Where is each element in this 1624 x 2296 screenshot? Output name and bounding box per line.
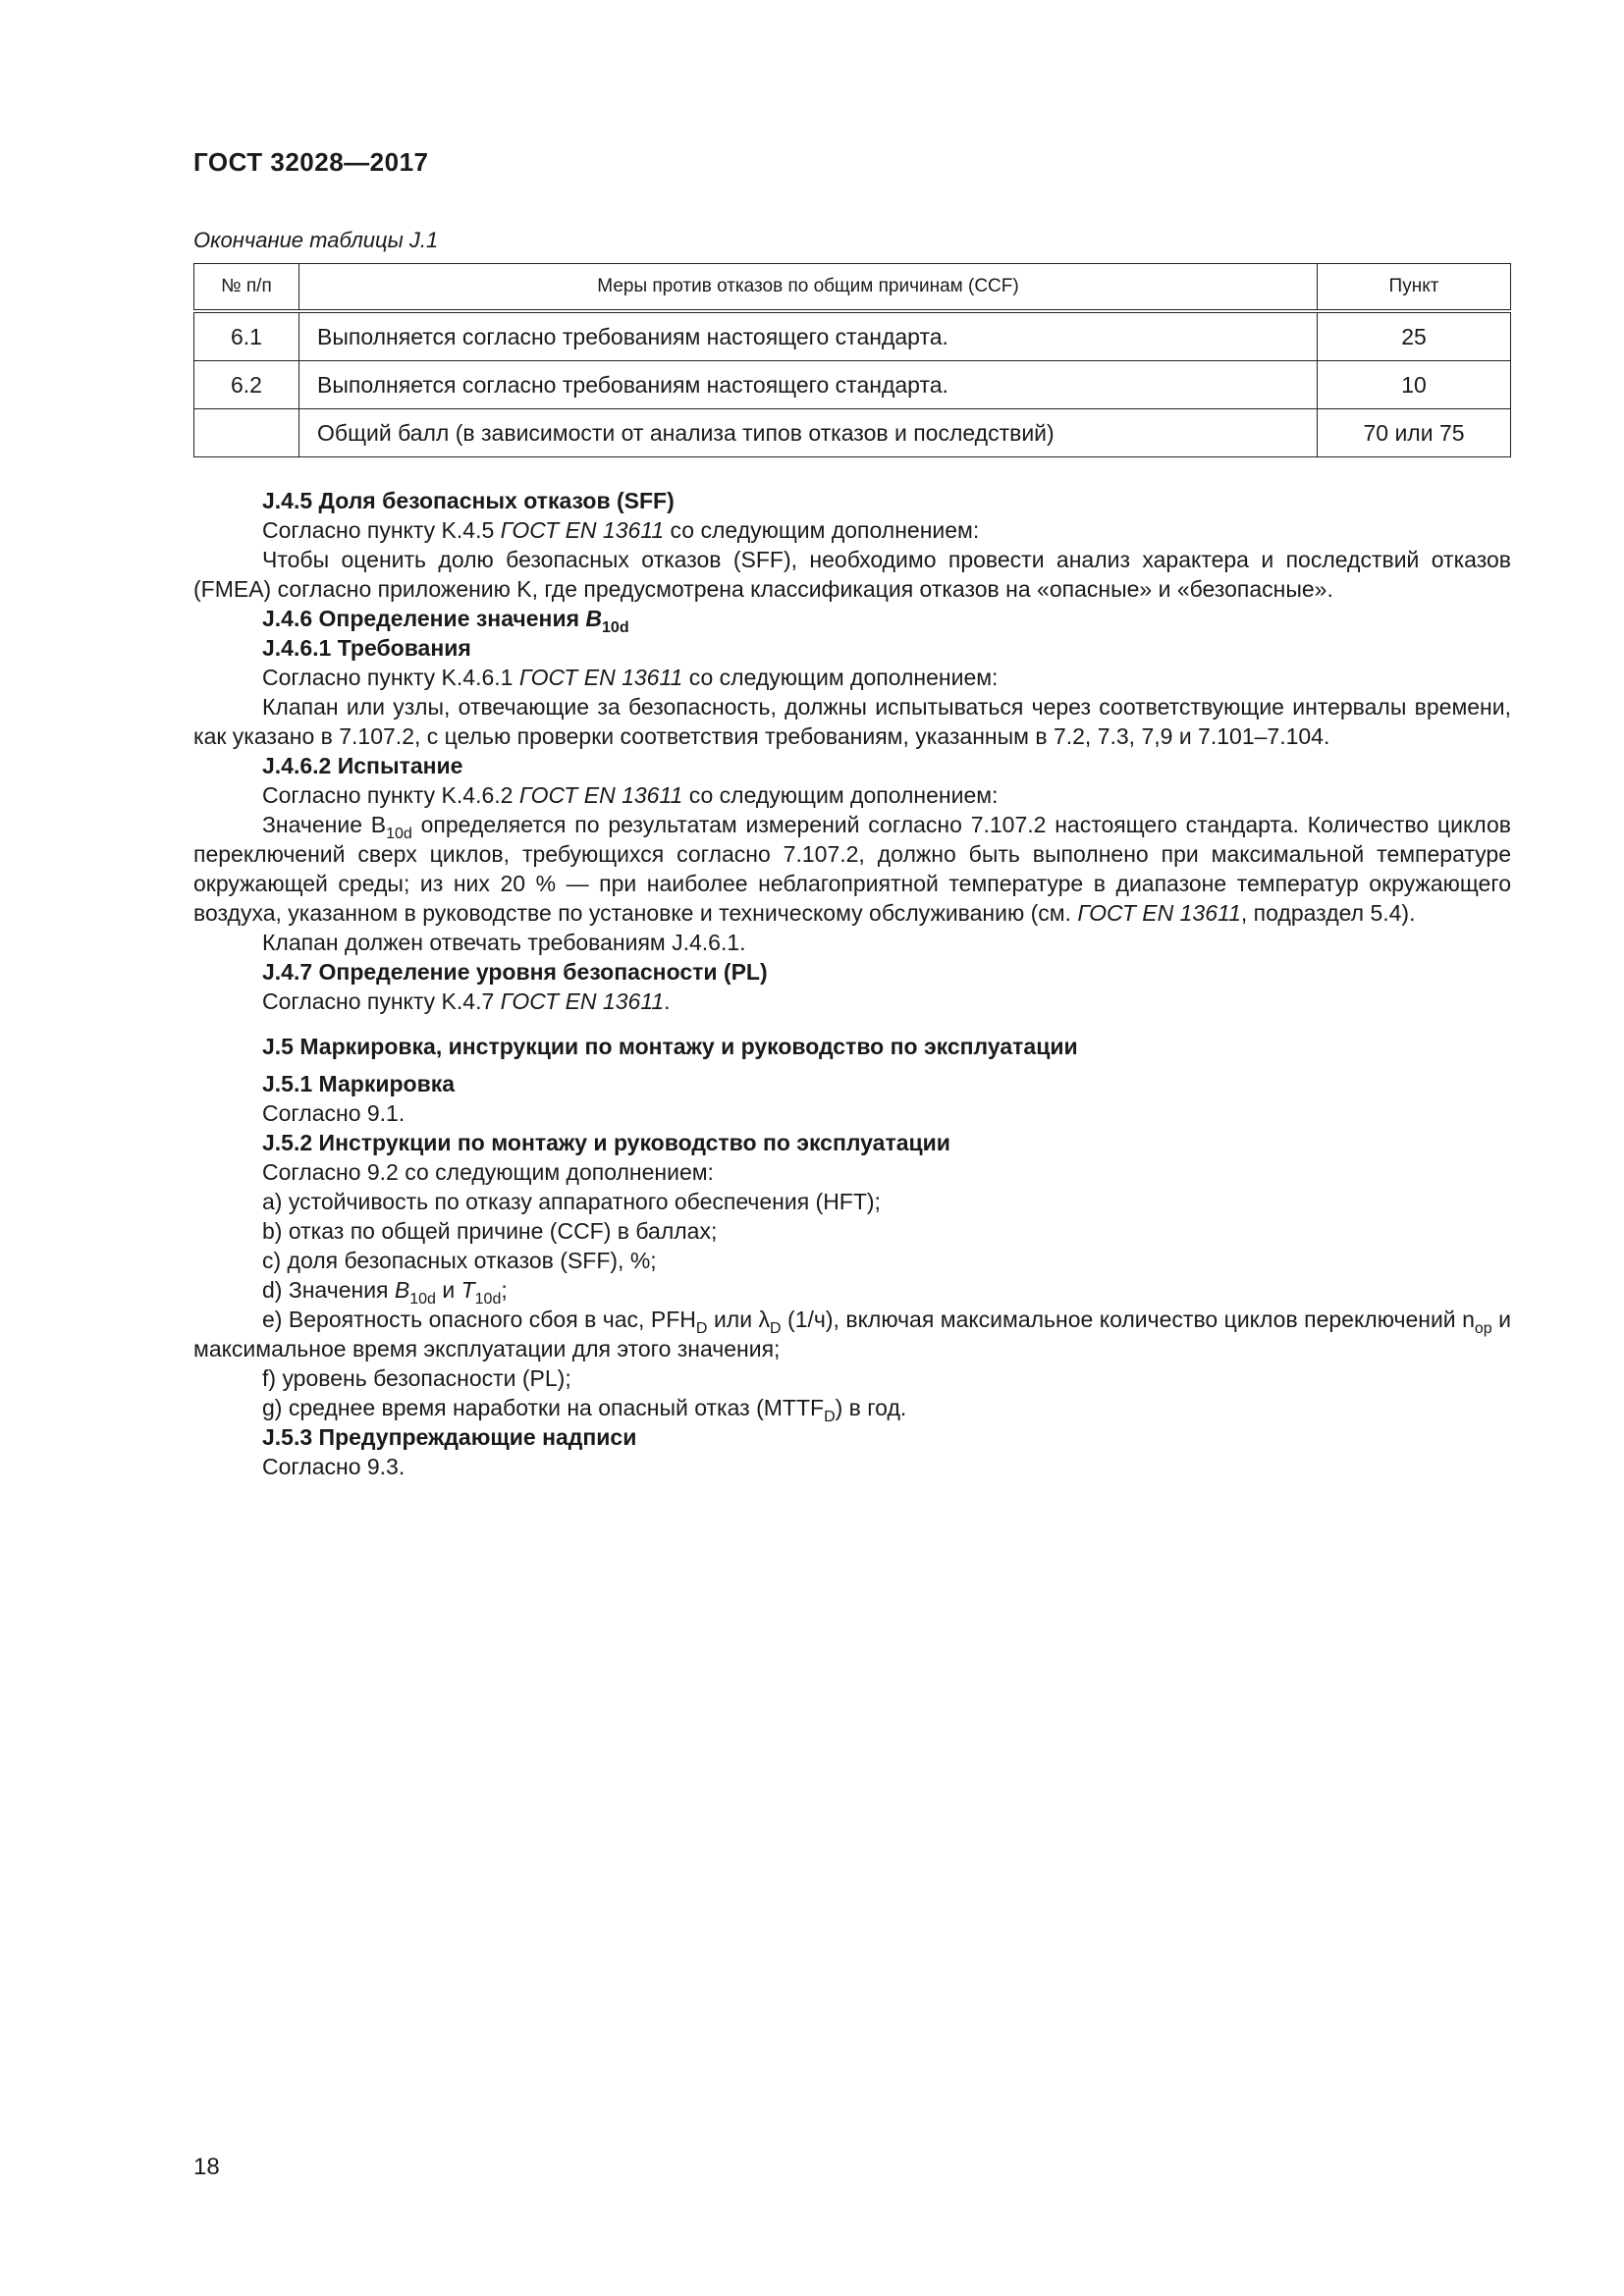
section-heading-j52: J.5.2 Инструкции по монтажу и руководство по эксплуатации (262, 1130, 950, 1155)
column-header-number: № п/п (194, 264, 299, 312)
section-heading-j462: J.4.6.2 Испытание (262, 753, 463, 778)
paragraph: Согласно 9.1. (262, 1100, 406, 1126)
document-body (193, 486, 1511, 1481)
paragraph: Согласно пункту K.4.5 ГОСТ EN 13611 со следующим дополнением: (262, 517, 980, 543)
paragraph: Согласно 9.3. (262, 1454, 406, 1479)
section-heading-j461: J.4.6.1 Требования (262, 635, 471, 661)
paragraph: Согласно пункту K.4.7 ГОСТ EN 13611. (262, 988, 671, 1014)
section-heading-j45: J.4.5 Доля безопасных отказов (SFF) (262, 488, 675, 513)
cell-point: 10 (1318, 361, 1511, 409)
column-header-point: Пункт (1318, 264, 1511, 312)
section-heading-j47: J.4.7 Определение уровня безопасности (PL) (262, 959, 768, 985)
list-item: f) уровень безопасности (PL); (262, 1365, 571, 1391)
paragraph: Согласно пункту K.4.6.2 ГОСТ EN 13611 со следующим дополнением: (262, 782, 999, 808)
paragraph: Согласно 9.2 со следующим дополнением: (262, 1159, 714, 1185)
section-heading-j51: J.5.1 Маркировка (262, 1071, 456, 1096)
cell-measure: Общий балл (в зависимости от анализа типов отказов и последствий) (299, 409, 1318, 457)
table-header-row (194, 264, 1511, 312)
list-item: c) доля безопасных отказов (SFF), %; (262, 1248, 657, 1273)
cell-number: 6.1 (194, 311, 299, 361)
ccf-table (193, 263, 1511, 457)
paragraph: Клапан или узлы, отвечающие за безопасность, должны испытываться через соответствующие интервалы времени, как указано в 7.107.2, с целью проверки соответствия требованиям, указанным в 7.2, 7.3, 7,9 и 7.101–7.104. (193, 694, 1511, 749)
section-heading-j46: J.4.6 Определение значения $B_{10d}$ (262, 606, 629, 636)
page-number: 18 (193, 2154, 220, 2180)
table-row (194, 409, 1511, 457)
paragraph: Значение $B_{10d}$ определяется по результатам измерений согласно 7.107.2 настоящего стандарта. Количество циклов переключений сверх циклов, требующихся согласно 7.107.2, должно быть выполнено при максимальной температуре окружающей среды; из них 20 % — при наиболее неблагоприятной температуре в диапазоне температур окружающего воздуха, указанном в руководстве по установке и техническому обслуживанию (см. ГОСТ EN 13611, подраздел 5.4). (193, 812, 1511, 926)
list-item: d) Значения $B_{10d}$ и $T_{10d}$; (262, 1277, 508, 1308)
list-item: a) устойчивость по отказу аппаратного обеспечения (HFT); (262, 1189, 881, 1214)
list-item: e) Вероятность опасного сбоя в час, $PFH_D$ или $\lambda_D$ (1/ч), включая максимальное количество циклов переключений $n_{op}$ и максимальное время эксплуатации для этого значения; (193, 1307, 1511, 1362)
paragraph: Чтобы оценить долю безопасных отказов (SFF), необходимо провести анализ характера и последствий отказов (FMEA) согласно приложению K, где предусмотрена классификация отказов на «опасные» и «безопасные». (193, 547, 1511, 602)
cell-number: 6.2 (194, 361, 299, 409)
cell-point: 25 (1318, 311, 1511, 361)
list-item: b) отказ по общей причине (CCF) в баллах; (262, 1218, 718, 1244)
table-row (194, 361, 1511, 409)
cell-measure: Выполняется согласно требованиям настоящего стандарта. (299, 361, 1318, 409)
list-item: g) среднее время наработки на опасный отказ $(MTTF_D)$ в год. (262, 1395, 907, 1425)
paragraph: Согласно пункту K.4.6.1 ГОСТ EN 13611 со следующим дополнением: (262, 665, 999, 690)
column-header-measures: Меры против отказов по общим причинам (CCF) (299, 264, 1318, 312)
page-header: ГОСТ 32028—2017 (193, 147, 429, 177)
paragraph: Клапан должен отвечать требованиям J.4.6.1. (262, 930, 746, 955)
cell-number (194, 409, 299, 457)
section-heading-j5: J.5 Маркировка, инструкции по монтажу и руководство по эксплуатации (262, 1034, 1078, 1059)
table-row (194, 311, 1511, 361)
cell-measure: Выполняется согласно требованиям настоящего стандарта. (299, 311, 1318, 361)
section-heading-j53: J.5.3 Предупреждающие надписи (262, 1424, 637, 1450)
table-caption: Окончание таблицы J.1 (193, 228, 439, 252)
cell-point: 70 или 75 (1318, 409, 1511, 457)
